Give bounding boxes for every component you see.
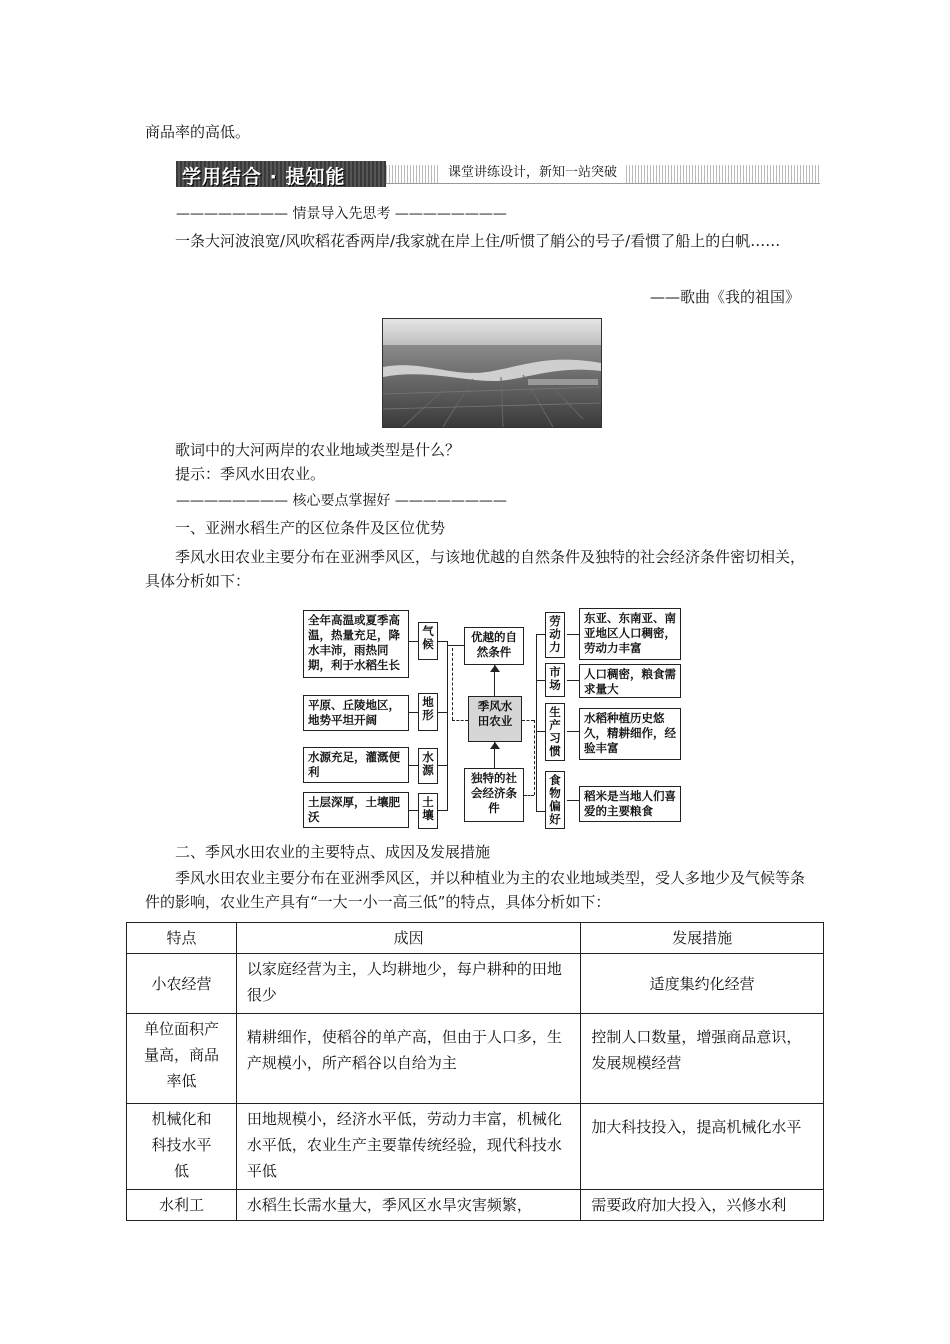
climate-desc-box: 全年高温或夏季高温，热量充足，降水丰沛，雨热同期，利于水稻生长 — [303, 610, 409, 678]
hint-line: 提示：季风水田农业。 — [175, 465, 326, 483]
feature-cell: 小农经营 — [127, 954, 237, 1014]
paragraph-location-conditions: 季风水田农业主要分布在亚洲季风区，与该地优越的自然条件及独特的社会经济条件密切相关，具体分析如下： — [145, 548, 806, 590]
question-line: 歌词中的大河两岸的农业地域类型是什么？ — [175, 441, 461, 459]
river-farmland-photo — [382, 318, 602, 428]
separator-core: ———————— 核心要点掌握好 ———————— — [176, 493, 507, 509]
climate-label: 气候 — [418, 622, 438, 660]
water-desc-box: 水源充足，灌溉便利 — [303, 747, 409, 783]
features-table — [126, 922, 824, 1221]
banner-subtitle-bar — [386, 165, 820, 184]
table-header-row — [127, 923, 824, 954]
habit-label: 生产习惯 — [545, 703, 565, 761]
cause-cell: 田地规模小，经济水平低，劳动力丰富，机械化水平低，农业生产主要靠传统经验，现代科技水平低 — [236, 1104, 580, 1190]
food-preference-label: 食物偏好 — [545, 771, 565, 829]
carryover-line: 商品率的高低。 — [145, 123, 251, 141]
measure-cell: 控制人口数量，增强商品意识，发展规模经营 — [581, 1014, 824, 1104]
header-feature: 特点 — [127, 923, 237, 954]
soil-label: 土壤 — [418, 793, 438, 829]
habit-desc-box: 水稻种植历史悠久，精耕细作，经验丰富 — [579, 708, 681, 760]
cause-cell: 以家庭经营为主，人均耕地少，每户耕种的田地很少 — [236, 954, 580, 1014]
monsoon-paddy-agriculture-box: 季风水田农业 — [468, 696, 522, 742]
water-label: 水源 — [418, 748, 438, 784]
table-row — [127, 1014, 824, 1104]
heading-location-conditions: 一、亚洲水稻生产的区位条件及区位优势 — [175, 519, 446, 537]
header-cause: 成因 — [236, 923, 580, 954]
food-desc-box: 稻米是当地人们喜爱的主要粮食 — [579, 786, 681, 822]
social-economic-conditions-box: 独特的社会经济条件 — [464, 768, 524, 822]
banner-title: 学用结合 · 提知能 — [182, 166, 346, 188]
measure-cell: 适度集约化经营 — [581, 954, 824, 1014]
market-label: 市场 — [545, 663, 565, 697]
cause-cell: 水稻生长需水量大，季风区水旱灾害频繁， — [236, 1190, 580, 1221]
measure-cell: 加大科技投入，提高机械化水平 — [581, 1104, 824, 1190]
labor-desc-box: 东亚、东南亚、南亚地区人口稠密，劳动力丰富 — [579, 608, 681, 660]
cause-cell: 精耕细作，使稻谷的单产高，但由于人口多，生产规模小，所产稻谷以自给为主 — [236, 1014, 580, 1104]
feature-cell: 单位面积产量高，商品率低 — [127, 1014, 237, 1104]
soil-desc-box: 土层深厚，土壤肥沃 — [303, 792, 409, 828]
separator-scene: ———————— 情景导入先思考 ———————— — [176, 206, 507, 222]
heading-features: 二、季风水田农业的主要特点、成因及发展措施 — [175, 843, 491, 861]
table-row — [127, 954, 824, 1014]
aerial-landscape-image — [383, 319, 601, 427]
lyrics-paragraph: 一条大河波浪宽/风吹稻花香两岸/我家就在岸上住/听惯了艄公的号子/看惯了船上的白帆…… — [175, 232, 781, 250]
table-row — [127, 1104, 824, 1190]
table-row — [127, 1190, 824, 1221]
lyrics-source: ——歌曲《我的祖国》 — [649, 288, 800, 306]
banner-title-block — [176, 161, 386, 187]
natural-conditions-box: 优越的自然条件 — [464, 627, 524, 665]
banner-subtitle: 课堂讲练设计，新知一站突破 — [440, 163, 625, 183]
market-desc-box: 人口稠密，粮食需求量大 — [579, 664, 681, 698]
measure-cell: 需要政府加大投入，兴修水利 — [581, 1190, 824, 1221]
labor-label: 劳动力 — [545, 612, 565, 658]
terrain-label: 地形 — [418, 693, 438, 731]
section-banner — [176, 161, 820, 187]
paragraph-features: 季风水田农业主要分布在亚洲季风区，并以种植业为主的农业地域类型，受人多地少及气候等条件的影响，农业生产具有“一大一小一高三低”的特点，具体分析如下： — [145, 869, 806, 911]
terrain-desc-box: 平原、丘陵地区，地势平坦开阔 — [303, 695, 409, 731]
feature-cell: 水利工 — [127, 1190, 237, 1221]
header-measure: 发展措施 — [581, 923, 824, 954]
feature-cell: 机械化和科技水平低 — [127, 1104, 237, 1190]
